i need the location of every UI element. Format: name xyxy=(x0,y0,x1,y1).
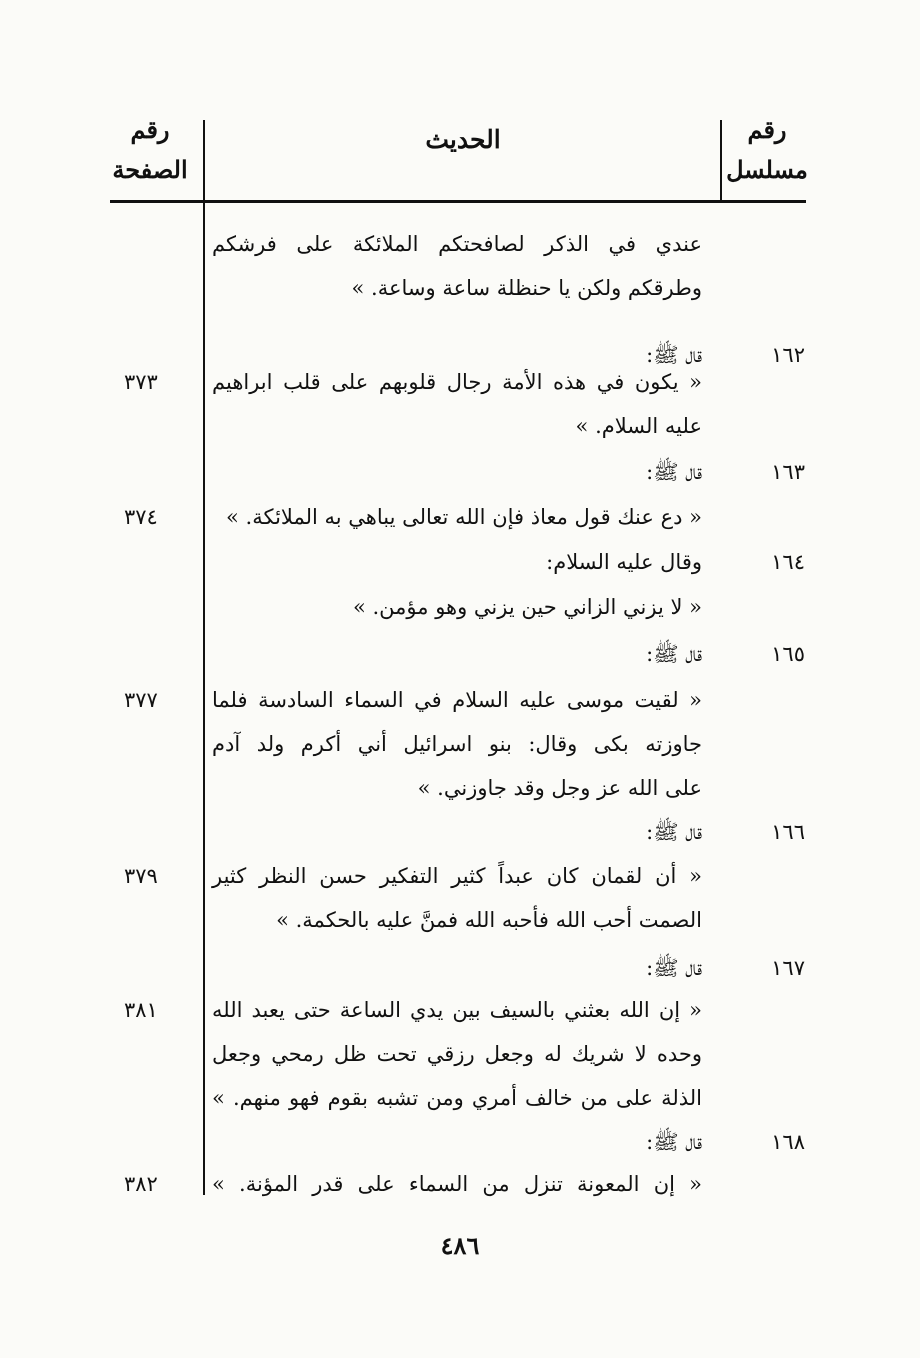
hadith-intro: قال ﷺ: xyxy=(646,1130,702,1154)
hadith-intro: قال ﷺ: xyxy=(646,460,702,484)
serial-number: ١٦٣ xyxy=(771,460,805,484)
serial-number: ١٦٧ xyxy=(771,956,805,980)
hadith-intro: وقال عليه السلام: xyxy=(546,550,702,574)
hadith-line: « دع عنك قول معاذ فإن الله تعالى يباهي به الملائكة. » xyxy=(226,505,702,529)
hadith-intro: قال ﷺ: xyxy=(646,642,702,666)
hadith-column-header: الحديث xyxy=(425,125,501,154)
hadith-intro: قال ﷺ: xyxy=(646,956,702,980)
serial-column-divider xyxy=(720,120,722,202)
serial-header-line-1: رقم xyxy=(747,115,787,144)
hadith-line: الصمت أحب الله فأحبه الله فمنَّ عليه بالحكمة. » xyxy=(276,908,702,932)
serial-number: ١٦٥ xyxy=(771,642,805,666)
hadith-intro: قال ﷺ: xyxy=(646,820,702,844)
hadith-intro: قال ﷺ: xyxy=(646,343,702,367)
hadith-line: عندي في الذكر لصافحتكم الملائكة على فرشكم xyxy=(212,232,702,256)
serial-number: ١٦٢ xyxy=(771,343,805,367)
page-number: ٣٧٧ xyxy=(124,688,158,712)
page-column-header xyxy=(100,110,200,190)
page-header-line-2: الصفحة xyxy=(112,155,188,184)
hadith-line: على الله عز وجل وقد جاوزني. » xyxy=(417,776,702,800)
page-number: ٣٨٢ xyxy=(124,1172,158,1196)
page-number: ٣٨١ xyxy=(124,998,158,1022)
page-column-header-divider xyxy=(203,120,205,202)
page-footer-number: ٤٨٦ xyxy=(440,1231,480,1260)
hadith-line: « يكون في هذه الأمة رجال قلوبهم على قلب ابراهيم xyxy=(212,370,702,394)
serial-header-line-2: مسلسل xyxy=(726,155,808,184)
hadith-line: « لا يزني الزاني حين يزني وهو مؤمن. » xyxy=(352,595,702,619)
hadith-line: « إن المعونة تنزل من السماء على قدر المؤنة. » xyxy=(212,1172,702,1196)
serial-number: ١٦٦ xyxy=(771,820,805,844)
serial-number: ١٦٨ xyxy=(771,1130,805,1154)
hadith-line: وحده لا شريك له وجعل رزقي تحت ظل رمحي وجعل xyxy=(212,1042,702,1066)
hadith-line: « لقيت موسى عليه السلام في السماء السادسة فلما xyxy=(212,688,702,712)
hadith-line: الذلة على من خالف أمري ومن تشبه بقوم فهو منهم. » xyxy=(212,1086,702,1110)
page-number: ٣٧٣ xyxy=(124,370,158,394)
page-header-line-1: رقم xyxy=(130,115,170,144)
page-number: ٣٧٩ xyxy=(124,864,158,888)
page-column-divider xyxy=(203,203,205,1195)
hadith-line: عليه السلام. » xyxy=(575,414,702,438)
header-divider xyxy=(110,200,806,203)
page-number: ٣٧٤ xyxy=(124,505,158,529)
hadith-line: « أن لقمان كان عبداً كثير التفكير حسن النظر كثير xyxy=(212,864,702,888)
serial-column-header xyxy=(722,110,812,190)
hadith-line: وطرقكم ولكن يا حنظلة ساعة وساعة. » xyxy=(351,276,702,300)
serial-number: ١٦٤ xyxy=(771,550,805,574)
hadith-line: جاوزته بكى وقال: بنو اسرائيل أني أكرم ولد آدم xyxy=(212,732,702,756)
hadith-line: « إن الله بعثني بالسيف بين يدي الساعة حتى يعبد الله xyxy=(212,998,702,1022)
